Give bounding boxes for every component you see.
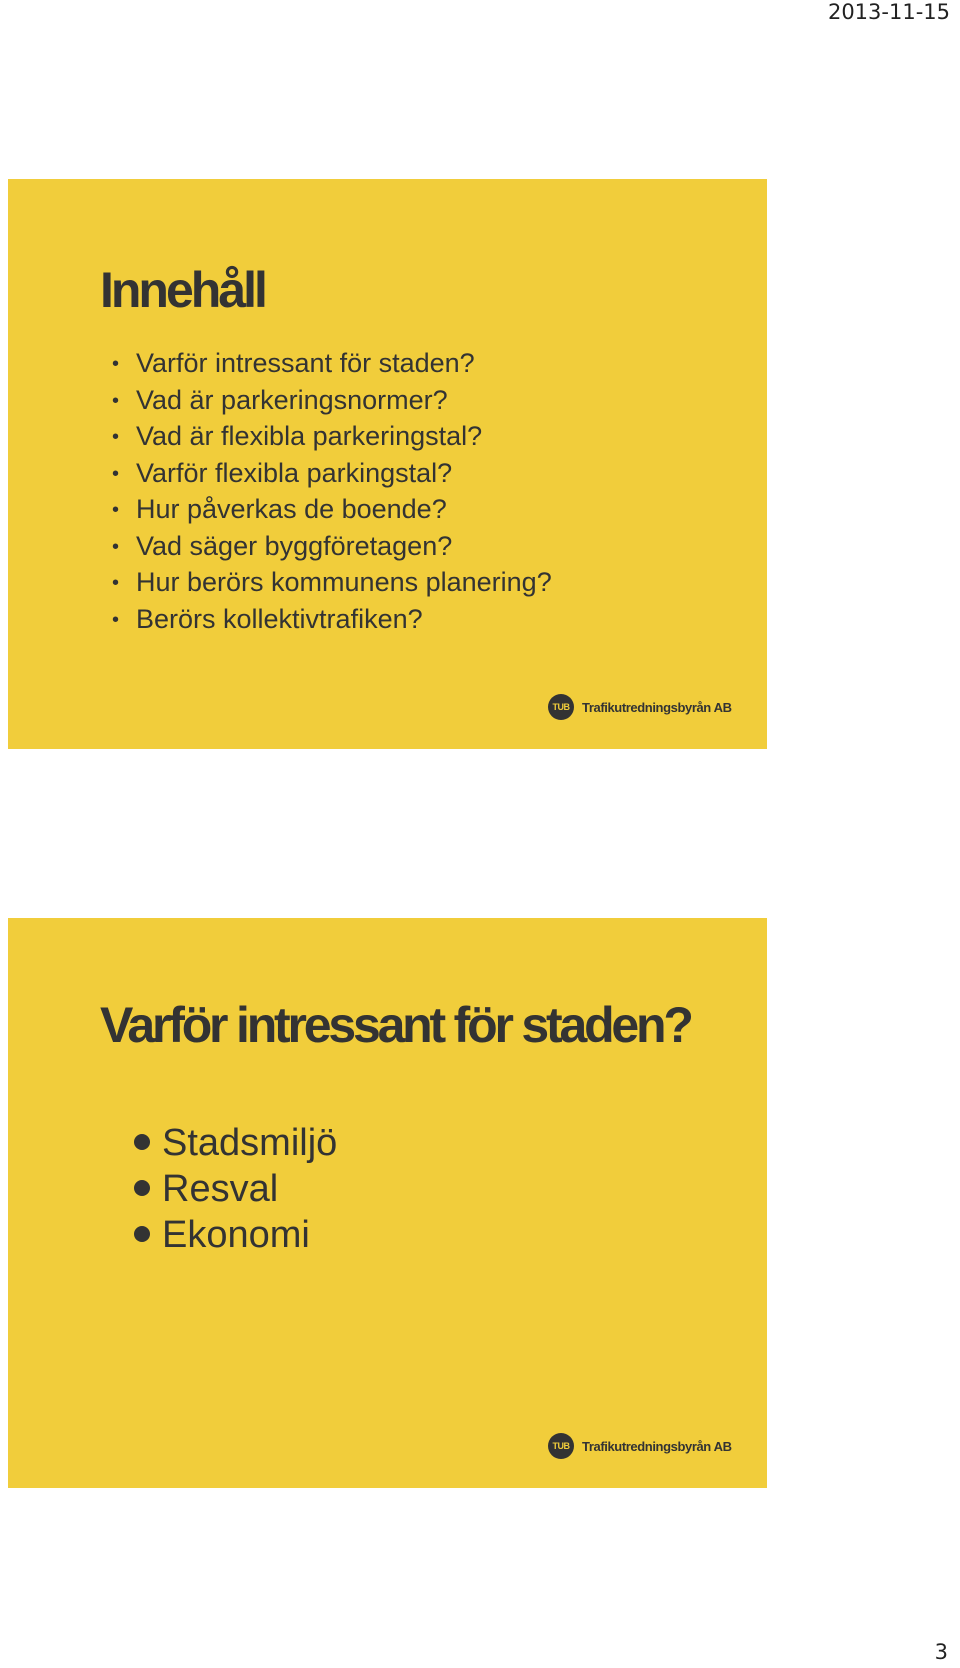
list-item	[112, 346, 552, 383]
bullet-icon: •	[112, 535, 120, 558]
slide-why-city	[8, 918, 767, 1488]
slide-title: Varför intressant för staden?	[100, 997, 691, 1053]
tub-logo-icon: TUB	[548, 694, 574, 720]
bullet-text: Vad är parkeringsnormer?	[136, 384, 448, 415]
list-item	[134, 1120, 337, 1166]
bullet-text: Varför intressant för staden?	[136, 348, 475, 378]
bullet-text: Varför flexibla parkingstal?	[136, 457, 453, 488]
bullet-text: Berörs kollektivtrafiken?	[136, 603, 423, 634]
bullet-list	[134, 1120, 337, 1258]
bullet-icon	[134, 1180, 150, 1196]
page-number: 3	[934, 1640, 948, 1664]
bullet-text: Ekonomi	[162, 1214, 310, 1256]
tub-logo-icon: TUB	[548, 1433, 574, 1459]
list-item	[134, 1212, 337, 1258]
list-item	[112, 529, 552, 566]
bullet-icon	[134, 1226, 150, 1242]
bullet-icon: •	[112, 572, 120, 594]
list-item	[112, 456, 552, 493]
list-item	[112, 602, 552, 639]
bullet-icon: •	[112, 353, 120, 375]
slide-contents	[8, 179, 767, 749]
list-item	[112, 492, 552, 529]
bullet-text: Resval	[162, 1168, 279, 1210]
bullet-icon	[134, 1134, 150, 1150]
bullet-text: Vad säger byggföretagen?	[136, 530, 453, 561]
bullet-text: Stadsmiljö	[162, 1122, 338, 1164]
list-item	[112, 419, 552, 456]
bullet-icon: •	[112, 499, 120, 521]
bullet-icon: •	[112, 462, 120, 485]
bullet-icon: •	[112, 426, 120, 448]
slide-title: Innehåll	[100, 262, 265, 318]
bullet-list	[112, 346, 552, 638]
bullet-icon: •	[112, 389, 120, 412]
company-logo	[548, 1433, 732, 1459]
bullet-text: Hur berörs kommunens planering?	[136, 567, 552, 597]
bullet-text: Vad är flexibla parkeringstal?	[136, 421, 483, 451]
company-name: Trafikutredningsbyrån AB	[582, 1438, 732, 1454]
bullet-icon: •	[112, 608, 120, 631]
list-item	[112, 383, 552, 420]
company-name: Trafikutredningsbyrån AB	[582, 699, 732, 715]
page-date: 2013-11-15	[827, 0, 950, 24]
company-logo	[548, 694, 732, 720]
bullet-text: Hur påverkas de boende?	[136, 494, 447, 524]
list-item	[112, 565, 552, 602]
list-item	[134, 1166, 337, 1212]
